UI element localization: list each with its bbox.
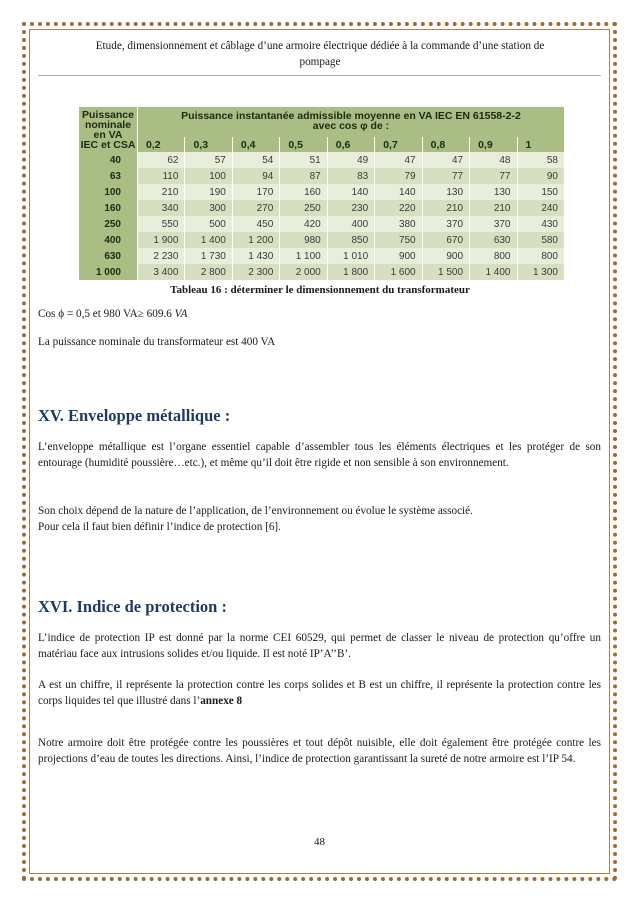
- section15-paragraph-2: Son choix dépend de la nature de l’application, de l’environnement ou évolue le système associé.: [38, 505, 473, 517]
- nominal-power-cell: 63: [79, 168, 138, 184]
- table-row: [79, 248, 565, 264]
- nominal-power-cell: 160: [79, 200, 138, 216]
- power-value-cell: 430: [517, 216, 565, 232]
- power-value-cell: 48: [470, 152, 517, 168]
- page-header: [40, 38, 600, 70]
- power-value-cell: 210: [470, 200, 517, 216]
- power-value-cell: 83: [327, 168, 374, 184]
- table-caption: Tableau 16 : déterminer le dimensionnement du transformateur: [170, 284, 470, 296]
- power-value-cell: 2 000: [280, 264, 327, 280]
- nominal-power-cell: 1 000: [79, 264, 138, 280]
- power-value-cell: 1 730: [185, 248, 232, 264]
- power-value-cell: 140: [375, 184, 422, 200]
- power-value-cell: 270: [232, 200, 279, 216]
- power-value-cell: 1 600: [375, 264, 422, 280]
- power-value-cell: 140: [327, 184, 374, 200]
- section16-paragraph-2: [38, 677, 601, 709]
- table-row: [79, 200, 565, 216]
- power-value-cell: 110: [138, 168, 185, 184]
- table-row: [79, 184, 565, 200]
- power-value-cell: 1 900: [138, 232, 185, 248]
- power-value-cell: 1 300: [517, 264, 565, 280]
- nominal-power-cell: 100: [79, 184, 138, 200]
- nominal-header-line: nominale: [84, 118, 132, 131]
- power-value-cell: 3 400: [138, 264, 185, 280]
- power-value-cell: 57: [185, 152, 232, 168]
- page-number: 48: [314, 836, 325, 848]
- power-value-cell: 79: [375, 168, 422, 184]
- power-value-cell: 250: [280, 200, 327, 216]
- power-value-cell: 130: [470, 184, 517, 200]
- power-value-cell: 850: [327, 232, 374, 248]
- power-value-cell: 54: [232, 152, 279, 168]
- power-value-cell: 630: [470, 232, 517, 248]
- table-row: [79, 216, 565, 232]
- cos-phi-header: 0,8: [422, 138, 469, 153]
- power-value-cell: 800: [517, 248, 565, 264]
- power-value-cell: 370: [422, 216, 469, 232]
- power-value-cell: 1 400: [470, 264, 517, 280]
- power-value-cell: 47: [422, 152, 469, 168]
- admissible-header-line-1: Puissance instantanée admissible moyenne en VA IEC EN 61558-2-2: [181, 110, 521, 122]
- power-value-cell: 900: [422, 248, 469, 264]
- power-value-cell: 580: [517, 232, 565, 248]
- nominal-header-line: en VA: [93, 128, 123, 141]
- header-rule: [38, 75, 601, 76]
- power-value-cell: 77: [470, 168, 517, 184]
- nominal-power-cell: 250: [79, 216, 138, 232]
- cos-phi-header: 0,9: [470, 138, 517, 153]
- nominal-power-cell: 630: [79, 248, 138, 264]
- power-value-cell: 220: [375, 200, 422, 216]
- power-value-cell: 90: [517, 168, 565, 184]
- annex-reference: annexe 8: [200, 695, 243, 707]
- power-value-cell: 2 800: [185, 264, 232, 280]
- power-value-cell: 160: [280, 184, 327, 200]
- power-value-cell: 87: [280, 168, 327, 184]
- power-value-cell: 340: [138, 200, 185, 216]
- table-row: [79, 152, 565, 168]
- header-line-2: pompage: [299, 56, 341, 68]
- section16-paragraph-3: Notre armoire doit être protégée contre les poussières et tout dépôt nuisible, elle doit également être protégée contre les projections d’eau de toutes les directions. Ainsi, l’indice de protection garantissant la sureté de notre armoire est l’IP 54.: [38, 737, 601, 765]
- cos-phi-header: 1: [517, 138, 565, 153]
- power-value-cell: 170: [232, 184, 279, 200]
- power-value-cell: 750: [375, 232, 422, 248]
- power-value-cell: 1 400: [185, 232, 232, 248]
- admissible-header-line-2: avec cos φ de :: [312, 120, 390, 132]
- power-value-cell: 1 500: [422, 264, 469, 280]
- power-value-cell: 210: [138, 184, 185, 200]
- power-value-cell: 900: [375, 248, 422, 264]
- power-value-cell: 1 200: [232, 232, 279, 248]
- power-table-body: [79, 152, 565, 280]
- cos-phi-header: 0,4: [232, 138, 279, 153]
- section16-paragraph-1: L’indice de protection IP est donné par la norme CEI 60529, qui permet de classer le niveau de protection qu’offre un matériau face aux intrusions solides et/ou liquide. Il est noté IP’A’’B’.: [38, 632, 601, 660]
- cos-phi-header: 0,5: [280, 138, 327, 153]
- power-value-cell: 380: [375, 216, 422, 232]
- power-value-cell: 300: [185, 200, 232, 216]
- calculation-unit: VA: [174, 308, 188, 320]
- power-value-cell: 77: [422, 168, 469, 184]
- cos-phi-header: 0,2: [138, 138, 185, 153]
- table-row: [79, 232, 565, 248]
- section15-paragraph-1: L’enveloppe métallique est l’organe essentiel capable d’assembler tous les éléments électriques et les protéger de son entourage (humidité poussière…etc.), et même qu’il doit être rigide et non sensible à son environnement.: [38, 441, 601, 469]
- power-value-cell: 230: [327, 200, 374, 216]
- power-value-cell: 47: [375, 152, 422, 168]
- power-value-cell: 2 300: [232, 264, 279, 280]
- cos-phi-header: 0,7: [375, 138, 422, 153]
- power-value-cell: 130: [422, 184, 469, 200]
- power-value-cell: 670: [422, 232, 469, 248]
- result-line: La puissance nominale du transformateur est 400 VA: [38, 336, 276, 348]
- power-value-cell: 1 100: [280, 248, 327, 264]
- power-value-cell: 210: [422, 200, 469, 216]
- nominal-header-line: Puissance: [82, 108, 134, 121]
- section15-paragraph-3: Pour cela il faut bien définir l’indice de protection [6].: [38, 521, 281, 533]
- cos-phi-header: 0,3: [185, 138, 232, 153]
- power-value-cell: 190: [185, 184, 232, 200]
- calculation-line: [38, 306, 601, 322]
- power-value-cell: 1 010: [327, 248, 374, 264]
- nominal-power-cell: 40: [79, 152, 138, 168]
- power-value-cell: 62: [138, 152, 185, 168]
- power-value-cell: 150: [517, 184, 565, 200]
- power-value-cell: 240: [517, 200, 565, 216]
- section-title-enveloppe: XV. Enveloppe métallique :: [38, 406, 231, 425]
- cos-phi-header: 0,6: [327, 138, 374, 153]
- table-row: [79, 264, 565, 280]
- header-line-1: Etude, dimensionnement et câblage d’une armoire électrique dédiée à la commande d’une station de: [95, 40, 545, 52]
- section16-paragraph-2-text: A est un chiffre, il représente la protection contre les corps solides et B est un chiffre, il représente la protection contre les corps liquides tel que illustré dans l’: [38, 679, 601, 707]
- power-value-cell: 500: [185, 216, 232, 232]
- nominal-power-header: [79, 107, 138, 152]
- power-value-cell: 51: [280, 152, 327, 168]
- power-value-cell: 1 800: [327, 264, 374, 280]
- power-value-cell: 58: [517, 152, 565, 168]
- admissible-power-header: [138, 107, 565, 138]
- table-row: [79, 168, 565, 184]
- power-value-cell: 100: [185, 168, 232, 184]
- power-value-cell: 800: [470, 248, 517, 264]
- power-value-cell: 2 230: [138, 248, 185, 264]
- power-table: [79, 107, 565, 280]
- power-value-cell: 420: [280, 216, 327, 232]
- calculation-text: Cos ϕ = 0,5 et 980 VA≥ 609.6: [38, 308, 175, 320]
- power-value-cell: 370: [470, 216, 517, 232]
- power-value-cell: 49: [327, 152, 374, 168]
- power-value-cell: 450: [232, 216, 279, 232]
- power-value-cell: 550: [138, 216, 185, 232]
- nominal-power-cell: 400: [79, 232, 138, 248]
- power-value-cell: 94: [232, 168, 279, 184]
- power-table-figure: [79, 107, 565, 280]
- nominal-header-line: IEC et CSA: [80, 138, 136, 151]
- power-value-cell: 980: [280, 232, 327, 248]
- power-value-cell: 1 430: [232, 248, 279, 264]
- power-value-cell: 400: [327, 216, 374, 232]
- section-title-indice: XVI. Indice de protection :: [38, 597, 227, 616]
